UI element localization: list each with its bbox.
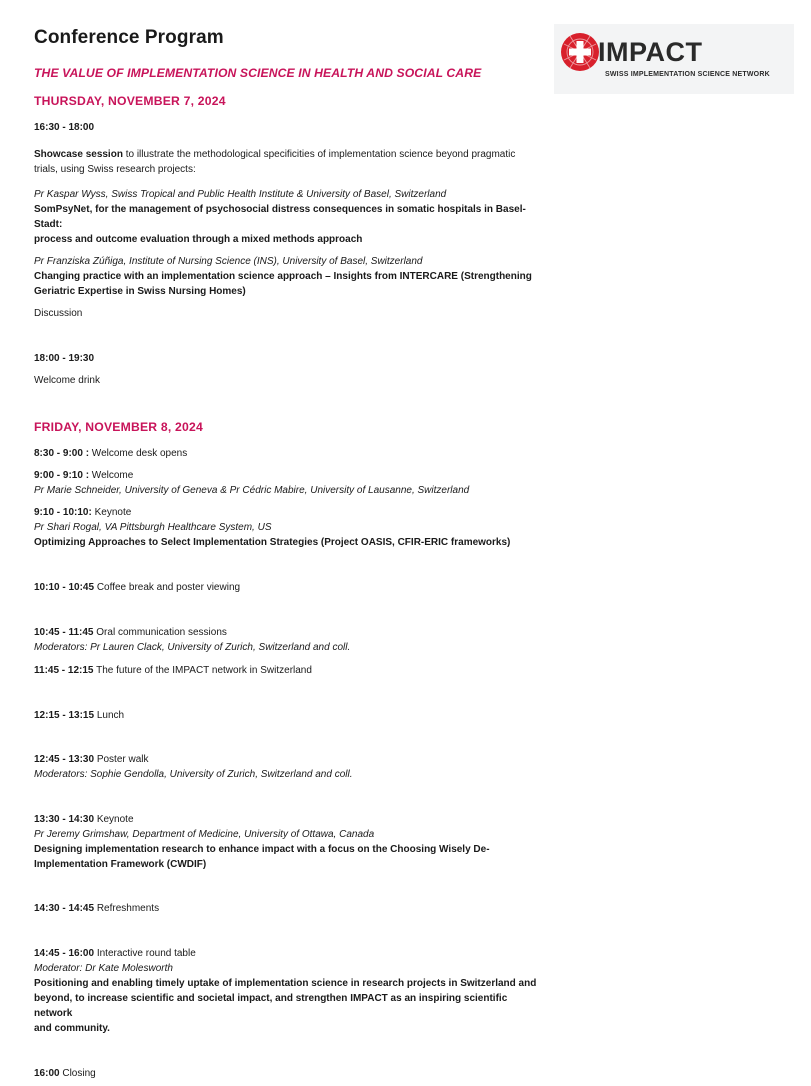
- agenda-time: 9:10 - 10:10:: [34, 507, 92, 518]
- talk-title-line: Implementation Framework (CWDIF): [34, 859, 207, 870]
- talk-title: [34, 976, 544, 1036]
- agenda-time: 11:45 - 12:15: [34, 665, 94, 676]
- talk-title-line: process and outcome evaluation through a mixed methods approach: [34, 234, 363, 245]
- agenda-item: [34, 468, 544, 483]
- speaker: Pr Kaspar Wyss, Swiss Tropical and Public Health Institute & University of Basel, Switzerland: [34, 189, 447, 200]
- agenda-time: 14:45 - 16:00: [34, 948, 95, 959]
- talk-title: [34, 269, 544, 299]
- agenda-time: 13:30 - 14:30: [34, 814, 95, 825]
- talk-title-line: Geriatric Expertise in Swiss Nursing Homes): [34, 286, 246, 297]
- talk-title-line: Positioning and enabling timely uptake of implementation science in research projects in Switzerland and: [34, 978, 537, 989]
- agenda-label: Welcome desk opens: [89, 448, 188, 459]
- talk-title-line: SomPsyNet, for the management of psychosocial distress consequences in somatic hospitals in Basel-Stadt:: [34, 204, 526, 230]
- speaker: Pr Jeremy Grimshaw, Department of Medicine, University of Ottawa, Canada: [34, 829, 375, 840]
- agenda-item: [34, 752, 544, 767]
- agenda-item: [34, 1066, 544, 1081]
- talk-title: [34, 202, 544, 247]
- agenda-item: [34, 446, 544, 461]
- talk-title-line: beyond, to increase scientific and societal impact, and strengthen IMPACT as an inspiring scientific network: [34, 993, 508, 1019]
- agenda-item: [34, 625, 544, 640]
- agenda-item: [34, 812, 544, 827]
- agenda-label: Keynote: [91, 507, 132, 518]
- talk-title-line: Changing practice with an implementation science approach – Insights from INTERCARE (Strengthening: [34, 271, 532, 282]
- agenda-item: [34, 946, 544, 961]
- agenda-time: 8:30 - 9:00 :: [34, 448, 90, 459]
- moderator: Moderators: Pr Lauren Clack, University of Zurich, Switzerland and coll.: [34, 642, 351, 653]
- agenda-time: 14:30 - 14:45: [34, 903, 95, 914]
- session-description-text: to illustrate the methodological specificities of implementation science beyond pragmatic: [122, 149, 516, 160]
- agenda-label: Closing: [59, 1068, 96, 1079]
- talk-title: Optimizing Approaches to Select Implementation Strategies (Project OASIS, CFIR-ERIC frameworks): [34, 537, 511, 548]
- agenda-time: 9:00 - 9:10 :: [34, 470, 90, 481]
- speaker: Pr Shari Rogal, VA Pittsburgh Healthcare System, US: [34, 522, 272, 533]
- moderator: Moderator: Dr Kate Molesworth: [34, 963, 173, 974]
- moderator: Moderators: Sophie Gendolla, University of Zurich, Switzerland and coll.: [34, 769, 353, 780]
- agenda-item: [34, 901, 544, 916]
- day-heading-thursday: THURSDAY, NOVEMBER 7, 2024: [34, 94, 226, 108]
- impact-logo: [554, 24, 794, 94]
- session-time: 16:30 - 18:00: [34, 122, 95, 133]
- logo-tagline: SWISS IMPLEMENTATION SCIENCE NETWORK: [605, 71, 770, 78]
- agenda-item: [34, 663, 544, 678]
- agenda-label: Poster walk: [94, 754, 149, 765]
- agenda-time: 10:45 - 11:45: [34, 627, 94, 638]
- talk-title-line: and community.: [34, 1023, 110, 1034]
- agenda-label: Welcome: [89, 470, 134, 481]
- program-document: [34, 24, 544, 1081]
- session-time: 18:00 - 19:30: [34, 353, 95, 364]
- agenda-label: Keynote: [94, 814, 134, 825]
- speaker: Pr Marie Schneider, University of Geneva & Pr Cédric Mabire, University of Lausanne, Switzerland: [34, 485, 470, 496]
- agenda-label: Interactive round table: [94, 948, 196, 959]
- agenda-time: 12:15 - 13:15: [34, 710, 95, 721]
- agenda-time: 10:10 - 10:45: [34, 582, 95, 593]
- agenda-label: The future of the IMPACT network in Switzerland: [93, 665, 312, 676]
- session-description-text: trials, using Swiss research projects:: [34, 164, 196, 175]
- agenda-label: Lunch: [94, 710, 125, 721]
- swiss-cross-globe-icon: [560, 32, 600, 72]
- talk-title: [34, 842, 544, 872]
- agenda-time: 12:45 - 13:30: [34, 754, 95, 765]
- agenda-label: Refreshments: [94, 903, 160, 914]
- agenda-label: Coffee break and poster viewing: [94, 582, 241, 593]
- speaker: Pr Franziska Zúñiga, Institute of Nursing Science (INS), University of Basel, Switzerland: [34, 256, 423, 267]
- agenda-item: [34, 580, 544, 595]
- agenda-item: [34, 708, 544, 723]
- discussion-label: Discussion: [34, 308, 83, 319]
- agenda-label: Oral communication sessions: [93, 627, 227, 638]
- agenda-time: 16:00: [34, 1068, 60, 1079]
- page-title: Conference Program: [34, 27, 224, 48]
- session-label: Welcome drink: [34, 375, 100, 386]
- day-heading-friday: FRIDAY, NOVEMBER 8, 2024: [34, 420, 203, 434]
- agenda-item: [34, 505, 544, 520]
- session-title: Showcase session: [34, 149, 123, 160]
- session-description: [34, 147, 544, 177]
- logo-wordmark: IMPACT: [598, 37, 703, 67]
- talk-title-line: Designing implementation research to enhance impact with a focus on the Choosing Wisely De-: [34, 844, 490, 855]
- page-subtitle: THE VALUE OF IMPLEMENTATION SCIENCE IN HEALTH AND SOCIAL CARE: [34, 66, 482, 80]
